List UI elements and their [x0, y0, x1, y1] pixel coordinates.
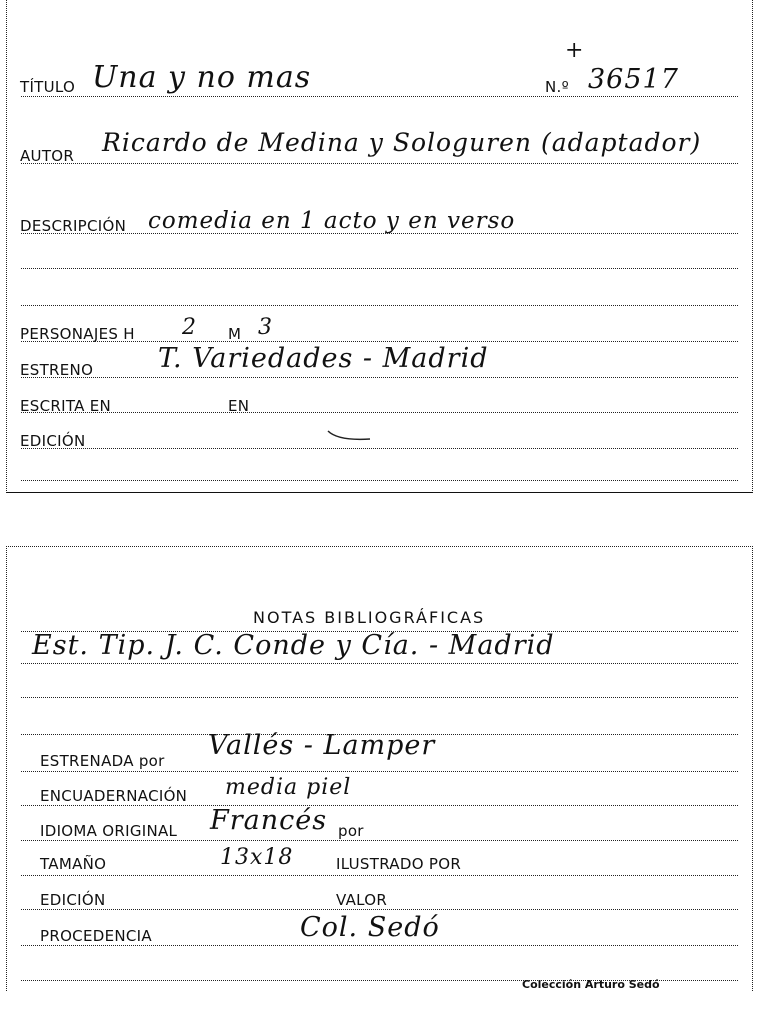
escrita-label: ESCRITA EN	[20, 397, 112, 415]
estrenada-label: ESTRENADA por	[40, 752, 165, 770]
idioma-label: IDIOMA ORIGINAL	[40, 822, 178, 840]
rule-line	[21, 805, 738, 806]
encuadernacion-value: media piel	[225, 775, 352, 800]
numero-value: 36517	[588, 64, 679, 95]
pen-mark	[326, 425, 374, 445]
edicion2-label: EDICIÓN	[40, 891, 106, 909]
rule-line	[21, 771, 738, 772]
numero-mark: +	[565, 38, 585, 63]
estrenada-value: Vallés - Lamper	[208, 730, 436, 761]
rule-line	[21, 163, 738, 164]
rule-line	[21, 412, 738, 413]
procedencia-label: PROCEDENCIA	[40, 927, 152, 945]
estreno-label: ESTRENO	[20, 361, 94, 379]
notas-value: Est. Tip. J. C. Conde y Cía. - Madrid	[32, 630, 555, 661]
rule-line	[21, 96, 738, 97]
rule-line	[21, 268, 738, 269]
por-label: por	[338, 822, 364, 840]
estreno-value: T. Variedades - Madrid	[158, 343, 489, 374]
tamano-value: 13x18	[220, 845, 294, 870]
rule-line	[21, 875, 738, 876]
edicion-label: EDICIÓN	[20, 432, 86, 450]
rule-line	[21, 840, 738, 841]
rule-line	[21, 945, 738, 946]
rule-line	[21, 909, 738, 910]
valor-label: VALOR	[336, 891, 388, 909]
autor-value: Ricardo de Medina y Sologuren (adaptador)	[102, 128, 702, 157]
idioma-value: Francés	[210, 805, 328, 836]
personajes-m-value: 3	[258, 315, 273, 340]
encuadernacion-label: ENCUADERNACIÓN	[40, 787, 188, 805]
tamano-label: TAMAÑO	[40, 855, 107, 873]
titulo-label: TÍTULO	[20, 78, 76, 96]
rule-line	[21, 448, 738, 449]
procedencia-value: Col. Sedó	[300, 912, 440, 943]
rule-line	[21, 480, 738, 481]
descripcion-label: DESCRIPCIÓN	[20, 217, 127, 235]
rule-line	[21, 377, 738, 378]
rule-line	[21, 305, 738, 306]
personajes-m-label: M	[228, 325, 242, 343]
notas-heading: NOTAS BIBLIOGRÁFICAS	[253, 608, 486, 627]
rule-line	[21, 697, 738, 698]
ilustrado-label: ILUSTRADO POR	[336, 855, 462, 873]
rule-line	[21, 663, 738, 664]
titulo-value: Una y no mas	[92, 60, 312, 95]
personajes-h-label: PERSONAJES H	[20, 325, 135, 343]
descripcion-value: comedia en 1 acto y en verso	[148, 208, 516, 234]
en-label: EN	[228, 397, 250, 415]
numero-label: N.º	[545, 78, 569, 96]
personajes-h-value: 2	[182, 315, 197, 340]
collection-stamp: Colección Arturo Sedó	[522, 978, 660, 991]
autor-label: AUTOR	[20, 147, 75, 165]
